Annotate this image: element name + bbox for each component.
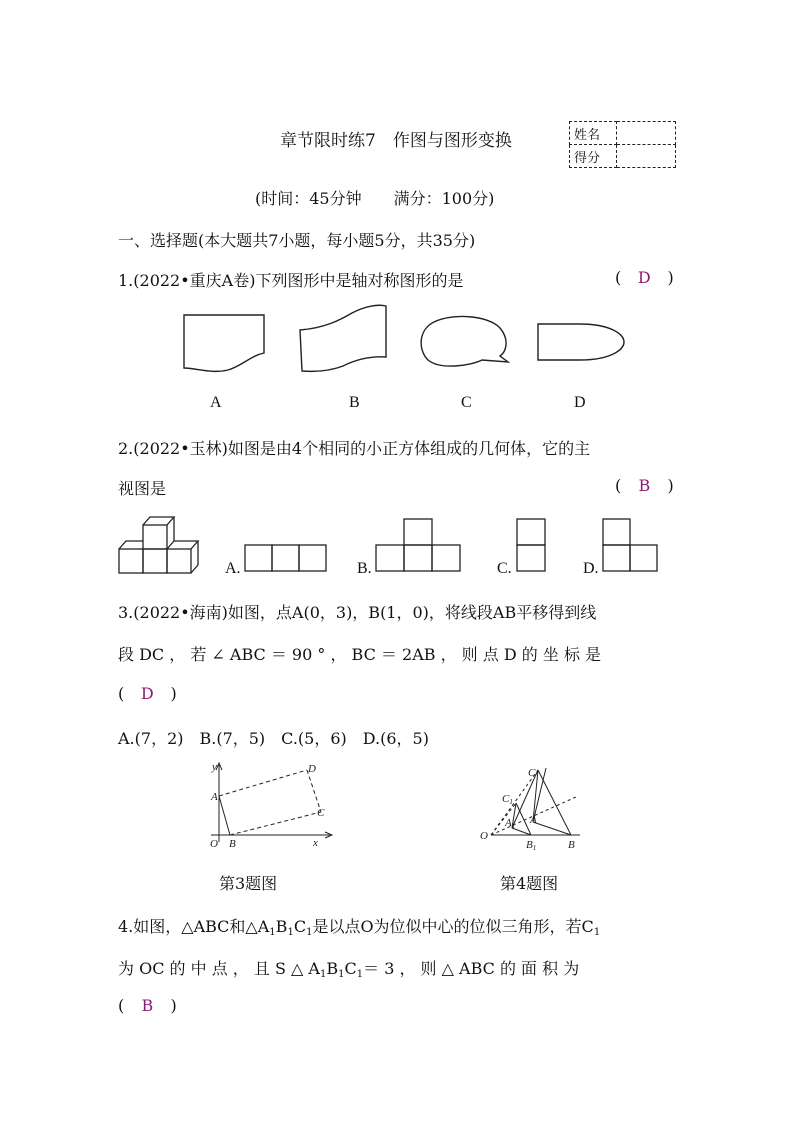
q4-paren-close: ) <box>170 996 177 1015</box>
q4-label-b1: B1 <box>526 839 537 852</box>
name-label: 姓名 <box>570 122 617 145</box>
q1-paren-open: ( <box>615 268 622 287</box>
q4-sub2-b1: 1 <box>338 969 345 980</box>
q3-label-b: B <box>229 838 236 850</box>
q2-paren-close: ) <box>667 476 674 495</box>
q3-label-o: O <box>210 838 218 850</box>
q2-option-d-label: D. <box>583 560 599 577</box>
q4-stem-line2-part2: ＝ 3 ， 则 △ ABC 的 面 积 为 <box>363 959 580 978</box>
q3-stem-line1: 3.(2022•海南)如图，点A(0，3)，B(1，0)，将线段AB平移得到线 <box>118 603 597 622</box>
q2-stem-line2: 视图是 <box>118 479 167 498</box>
q4-label-o: O <box>480 830 488 842</box>
section-heading: 一、选择题(本大题共7小题，每小题5分，共35分) <box>118 231 476 250</box>
q2-paren-open: ( <box>615 476 622 495</box>
q4-label-c: C <box>528 767 536 779</box>
q3-label-y: y <box>212 761 217 773</box>
time-info: (时间：45分钟 满分：100分) <box>255 189 495 208</box>
q4-sub-b1: 1 <box>287 927 294 938</box>
score-label: 得分 <box>570 145 617 168</box>
q4-sub2-a1: 1 <box>319 969 327 980</box>
q4-stem-part2: 是以点O为位似中心的位似三角形，若C <box>312 917 594 936</box>
q1-stem: 1.(2022•重庆A卷)下列图形中是轴对称图形的是 <box>118 271 464 290</box>
q3-figure-caption: 第3题图 <box>219 874 278 893</box>
q2-stem-line1: 2.(2022•玉林)如图是由4个相同的小正方体组成的几何体，它的主 <box>118 439 591 458</box>
q1-answer: D <box>637 268 651 287</box>
q4-sub-a1: 1 <box>269 927 276 938</box>
q4-stem-line2-part1: 为 OC 的 中 点 ， 且 S △ A <box>118 959 320 978</box>
q4-stem-part1: 4.如图，△ABC和△A <box>118 917 270 936</box>
q3-label-d: D <box>308 763 316 775</box>
q2-option-c-label: C. <box>497 560 512 577</box>
q3-paren-close: ) <box>170 684 177 703</box>
q1-label-d: D <box>574 394 586 411</box>
q4-sub-c1: 1 <box>306 927 313 938</box>
q3-options: A.(7，2) B.(7，5) C.(5，6) D.(6，5) <box>118 729 429 748</box>
q4-stem-line1 <box>118 914 600 938</box>
q2-option-b-label: B. <box>357 560 372 577</box>
q4-label-c1: C1 <box>502 793 513 806</box>
q1-label-a: A <box>210 394 222 411</box>
q4-letter-b: B <box>275 917 288 936</box>
q4-paren-open: ( <box>118 996 125 1015</box>
q4-answer-bracket <box>118 996 177 1015</box>
q1-label-b: B <box>349 394 360 411</box>
q1-label-c: C <box>461 394 472 411</box>
q4-label-a: A <box>530 814 537 826</box>
q1-paren-close: ) <box>667 268 674 287</box>
q4-answer: B <box>141 996 154 1015</box>
q3-stem-line2: 段 DC ， 若 ∠ ABC ＝ 90 ° ， BC ＝ 2AB ， 则 点 D 的 坐 标 是 <box>118 645 602 664</box>
q2-answer: B <box>638 476 651 495</box>
q3-paren-open: ( <box>118 684 125 703</box>
q3-label-x: x <box>313 837 318 849</box>
q3-label-a: A <box>211 791 218 803</box>
q3-label-c: C <box>317 807 325 819</box>
page-title: 章节限时练7 作图与图形变换 <box>280 131 512 151</box>
q4-label-a1: A1 <box>505 817 516 830</box>
q4-stem-line2 <box>118 956 579 980</box>
q4-line2-letter-c: C <box>344 959 357 978</box>
q4-letter-c: C <box>293 917 307 936</box>
q4-label-b: B <box>568 839 575 851</box>
q4-figure-caption: 第4题图 <box>500 874 559 893</box>
q4-sub2-c1: 1 <box>356 969 364 980</box>
q3-answer: D <box>140 684 154 703</box>
q4-line2-letter-b: B <box>326 959 339 978</box>
q2-option-a-label: A. <box>225 560 241 577</box>
q4-sub-c1-end: 1 <box>593 927 601 938</box>
